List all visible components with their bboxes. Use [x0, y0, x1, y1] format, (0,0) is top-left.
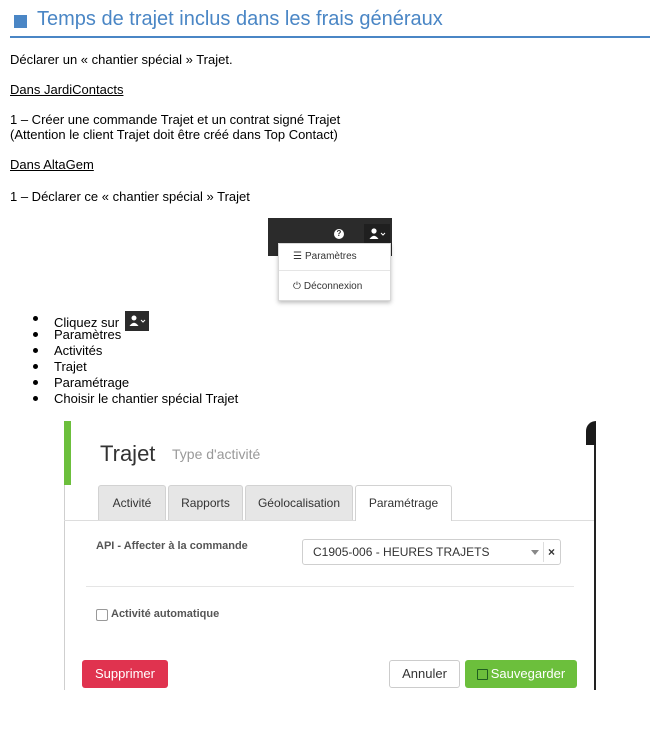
menu-divider	[279, 270, 390, 271]
heading-square-icon	[14, 15, 27, 28]
menu-item-deconnexion[interactable]	[293, 281, 362, 292]
cancel-button[interactable]: Annuler	[389, 660, 460, 688]
user-icon	[364, 224, 390, 244]
tab-activite[interactable]: Activité	[98, 485, 166, 520]
list-item-text: Paramétrage	[54, 375, 130, 390]
jardi-subheading: Dans JardiContacts	[10, 82, 124, 97]
activity-panel	[64, 421, 596, 690]
sliders-icon: ☰	[293, 251, 302, 262]
bullet-icon	[33, 364, 38, 369]
panel-right-border	[594, 445, 596, 690]
panel-subtitle: Type d'activité	[172, 446, 261, 462]
heading-text: Temps de trajet inclus dans les frais généraux	[37, 8, 443, 30]
panel-corner	[586, 421, 596, 445]
checkbox-label: Activité automatique	[111, 608, 220, 620]
alta-step-line1: 1 – Déclarer ce « chantier spécial » Trajet	[10, 189, 250, 204]
floppy-disk-icon	[477, 669, 488, 680]
tab-bar	[64, 485, 594, 521]
bullet-icon	[33, 348, 38, 353]
jardi-step-line2: (Attention le client Trajet doit être créé dans Top Contact)	[10, 127, 338, 142]
declare-paragraph: Déclarer un « chantier spécial » Trajet.	[10, 52, 233, 67]
activite-automatique-checkbox[interactable]	[96, 609, 108, 621]
help-icon[interactable]: ?	[334, 229, 344, 239]
menu-item-label: Paramètres	[304, 251, 357, 262]
menu-item-parametres[interactable]	[293, 251, 357, 262]
list-item-text: Activités	[54, 343, 103, 358]
alta-subheading: Dans AltaGem	[10, 157, 94, 172]
section-heading	[10, 4, 650, 38]
field-label-commande: API - Affecter à la commande	[96, 540, 248, 552]
user-dropdown-menu	[278, 243, 391, 301]
save-button-label: Sauvegarder	[490, 666, 566, 681]
commande-select[interactable]	[302, 539, 561, 565]
power-icon: ⏻	[293, 281, 301, 292]
delete-button[interactable]: Supprimer	[82, 660, 168, 688]
tab-parametrage[interactable]: Paramétrage	[355, 485, 452, 521]
select-value: C1905-006 - HEURES TRAJETS	[313, 545, 490, 559]
section-divider	[86, 586, 574, 587]
bullet-icon	[33, 380, 38, 385]
list-item-text: Cliquez sur	[54, 315, 120, 330]
bullet-icon	[33, 332, 38, 337]
user-menu-button[interactable]	[364, 224, 390, 244]
list-item-text: Trajet	[54, 359, 87, 374]
menu-item-label: Déconnexion	[303, 281, 363, 292]
jardi-step-line1: 1 – Créer une commande Trajet et un contrat signé Trajet	[10, 112, 341, 127]
user-menu-inline-icon	[125, 311, 149, 331]
bullet-icon	[33, 316, 38, 321]
tab-rapports[interactable]: Rapports	[168, 485, 243, 520]
clear-icon[interactable]: ×	[543, 542, 559, 562]
bullet-icon	[33, 396, 38, 401]
list-item-text: Paramètres	[54, 327, 122, 342]
tab-geolocalisation[interactable]: Géolocalisation	[245, 485, 353, 520]
list-item-text: Choisir le chantier spécial Trajet	[54, 391, 239, 406]
panel-accent-bar	[64, 421, 71, 485]
save-button[interactable]	[465, 660, 577, 688]
chevron-down-icon[interactable]	[531, 550, 539, 555]
panel-title: Trajet	[100, 441, 156, 466]
